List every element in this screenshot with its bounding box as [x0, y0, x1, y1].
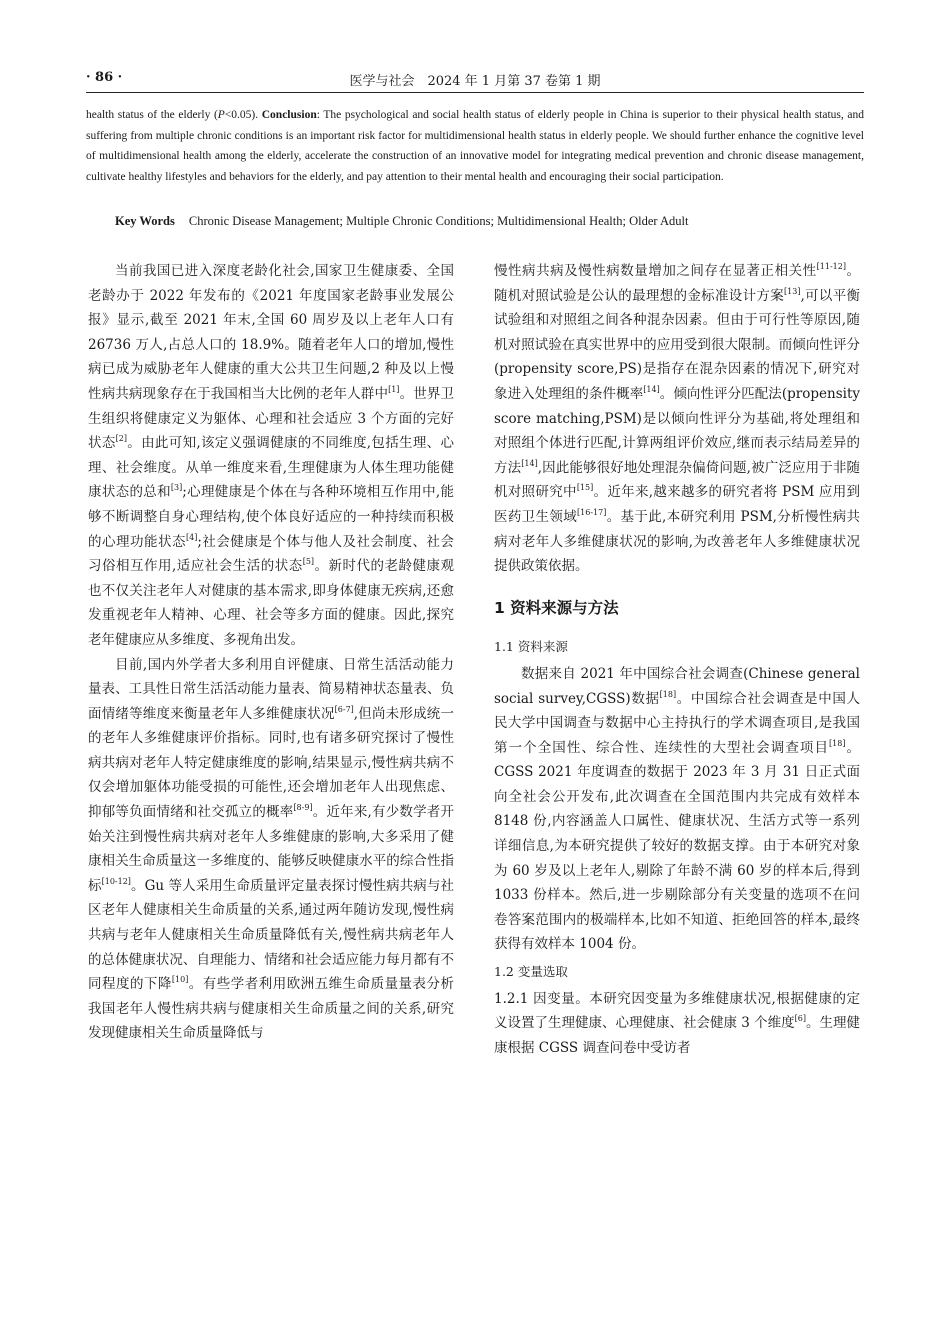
citation[interactable]: [10] [171, 975, 189, 985]
citation[interactable]: [3] [170, 483, 183, 493]
citation[interactable]: [18] [829, 738, 846, 748]
citation[interactable]: [6] [794, 1014, 807, 1024]
page-number: · 86 · [86, 70, 123, 85]
paragraph: 当前我国已进入深度老龄化社会,国家卫生健康委、全国老龄办于 2022 年发布的《2021 年度国家老龄事业发展公报》显示,截至 2021 年末,全国 60 周岁及以上老年人口有 26736 万人,占总人口的 18.9%。随着老年人口的增加,慢性病已成为威胁老年人健康的重大公共卫生问题,2 种及以上慢性病共病现象存在于我国相当大比例的老年人群中[1]。世界卫生组织将健康定义为躯体、心理和社会适应 3 个方面的完好状态[2]。由此可知,该定义强调健康的不同维度,包括生理、心理、社会维度。从单一维度来看,生理健康为人体生理功能健康状态的总和[3];心理健康是个体在与各种环境相互作用中,能够不断调整自身心理结构,使个体良好适应的一种持续而积极的心理功能状态[4];社会健康是个体与他人及社会制度、社会习俗相互作用,适应社会生活的状态[5]。新时代的老龄健康观也不仅关注老年人对健康的基本需求,即身体健康无疾病,还愈发重视老年人精神、心理、社会等多方面的健康。因此,探究老年健康应从多维度、多视角出发。 [88, 263, 455, 648]
citation[interactable]: [10-12] [101, 876, 131, 886]
paragraph: 1.2.1 因变量。本研究因变量为多维健康状况,根据健康的定义设置了生理健康、心理健康、社会健康 3 个维度[6]。生理健康根据 CGSS 调查问卷中受访者 [494, 990, 861, 1056]
paragraph: 目前,国内外学者大多利用自评健康、日常生活活动能力量表、工具性日常生活活动能力量表、简易精神状态量表、负面情绪等维度来衡量老年人多维健康状况[6-7],但尚未形成统一的老年人多维健康评价指标。同时,也有诸多研究探讨了慢性病共病对老年人特定健康维度的影响,结果显示,慢性病共病不仅会增加躯体功能受损的可能性,还会增加老年人出现焦虑、抑郁等负面情绪和社交孤立的概率[8-9]。近年来,有少数学者开始关注到慢性病共病对老年人多维健康的影响,大多采用了健康相关生命质量这一多维度的、能够反映健康水平的综合性指标[10-12]。Gu 等人采用生命质量评定量表探讨慢性病共病与社区老年人健康相关生命质量的关系,通过两年随访发现,慢性病共病与老年人健康相关生命质量降低有关,慢性病共病老年人的总体健康状况、自理能力、情绪和社会适应能力每月都有不同程度的下降[10]。有些学者利用欧洲五维生命质量量表分析我国老年人慢性病共病与健康相关生命质量之间的关系,研究发现健康相关生命质量降低与 [88, 656, 455, 1042]
citation[interactable]: [5] [302, 557, 315, 567]
citation[interactable]: [4] [186, 532, 198, 542]
journal-info: 医学与社会 2024 年 1 月第 37 卷第 1 期 [349, 74, 601, 89]
keywords [115, 214, 864, 229]
keywords-label: Key Words [115, 214, 175, 228]
citation[interactable]: [2] [115, 434, 127, 444]
paragraph: 慢性病共病及慢性病数量增加之间存在显著正相关性[11-12]。随机对照试验是公认的最理想的金标准设计方案[13],可以平衡试验组和对照组之间各种混杂因素。但由于可行性等原因,随机对照试验在真实世界中的应用受到很大限制。而倾向性评分(propensity score,PS)是指存在混杂因素的情况下,研究对象进入处理组的条件概率[14]。倾向性评分匹配法(propensity score matching,PSM)是以倾向性评分为基础,将处理组和对照组个体进行匹配,计算两组评价效应,继而表示结局差异的方法[14],因此能够很好地处理混杂偏倚问题,被广泛应用于非随机对照研究中[15]。近年来,越来越多的研究者将 PSM 应用到医药卫生领域[16-17]。基于此,本研究利用 PSM,分析慢性病共病对老年人多维健康状况的影响,为改善老年人多维健康状况提供政策依据。 [494, 262, 861, 575]
paragraph: 数据来自 2021 年中国综合社会调查(Chinese general social survey,CGSS)数据[18]。中国综合社会调查是中国人民大学中国调查与数据中心主持执行的学术调查项目,是我国第一个全国性、综合性、连续性的大型社会调查项目[18]。CGSS 2021 年度调查的数据于 2023 年 3 月 31 日正式面向全社会公开发布,此次调查在全国范围内共完成有效样本 8148 份,内容涵盖人口属性、健康状况、生活方式等一系列详细信息,为本研究提供了较好的数据支撑。由于本研究对象为 60 岁及以上老年人,剔除了年龄不满 60 岁的样本后,得到 1033 份样本。然后,进一步剔除部分有关变量的选项不在问卷答案范围内的极端样本,比如不知道、拒绝回答的样本,最终获得有效样本 1004 份。 [494, 665, 861, 953]
subsubsection-heading: 1.2.1 因变量。 [494, 990, 590, 1007]
subsection-heading: 1.2 变量选取 [494, 964, 568, 980]
citation[interactable]: [14] [521, 458, 538, 468]
citation[interactable]: [6-7] [334, 704, 354, 714]
abstract-english: health status of the elderly (P<0.05). Conclusion: The psychological and social health status of elderly people in China is superior to their physical health status, and suffering from multiple chronic conditions is an important risk factor for multidimensional health status in elderly people. We should further enhance the cognitive level of multidimensional health among the elderly, accelerate the construction of an innovative model for integrating medical prevention and chronic disease management, cultivate healthy lifestyles and behaviors for the elderly, and pay attention to their mental health and encouraging their social participation. [86, 109, 864, 183]
subsection-heading: 1.1 资料来源 [494, 639, 568, 655]
left-column [88, 259, 454, 1046]
conclusion-label: Conclusion [261, 109, 317, 121]
keywords-text: Chronic Disease Management; Multiple Chronic Conditions; Multidimensional Health; Older Adult [188, 214, 689, 228]
section-heading: 1 资料来源与方法 [494, 598, 619, 617]
header-divider [86, 92, 864, 93]
citation[interactable]: [11-12] [816, 262, 846, 271]
citation[interactable]: [15] [576, 483, 594, 493]
citation[interactable]: [1] [388, 384, 400, 394]
right-column [494, 259, 860, 1060]
page-header [86, 66, 864, 92]
citation[interactable]: [8-9] [293, 803, 313, 813]
citation[interactable]: [13] [784, 286, 801, 296]
citation[interactable]: [18] [659, 689, 677, 699]
citation[interactable]: [14] [643, 384, 660, 394]
citation[interactable]: [16-17] [577, 507, 607, 517]
